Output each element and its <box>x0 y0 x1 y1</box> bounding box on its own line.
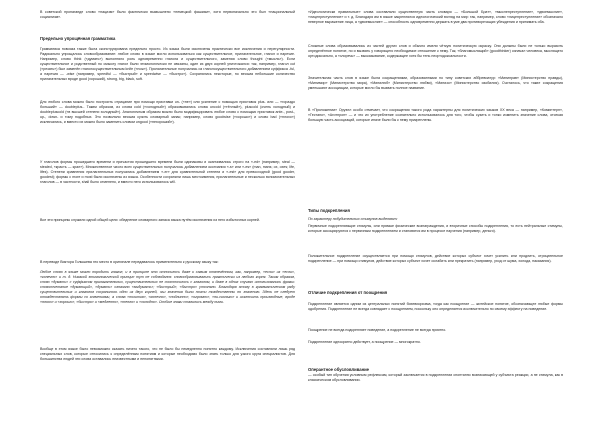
paragraph-types-subtitle: По характеру побудительных стимулов выделяют: <box>308 217 398 221</box>
paragraph-reward-note-1: Поощрение не всегда подкрепляет поведение, а подкрепление не всегда приятно. <box>308 328 447 332</box>
paragraph-operant-conditioning: — особый тип обучения условным рефлексам, который заключается в подкреплении спонтанно возникающей у субъекта реакции, а не стимула, как в классическом обусловливании. <box>308 373 563 383</box>
paragraph-compound-words: Сложные слова образовывались из частей других слов и обычно имели чёткую политическую окраску. Они должны были не только выразить определённое понятие, но и вызвать у говорящего необходимое отношение к нему. Так, «благомыслящий» (goodthinker) означал человека, мыслящего ортодоксально, а «злоречь» — высказывание, содержащее хотя бы тень неортодоксальности. <box>308 44 563 59</box>
paragraph-verbs: У глаголов формы прошедшего времени и причастия прошедшего времени были одинаковы и оканчивались строго на «-ed» (например, steal — stealed, «красть — крал»). Множественное число всех существительных получалось добавлением окончания «-s» или «-es» (man, mans; ox, oxes; life, lifes). Степени сравнения прилагательных получались добавлением «-er» для сравнительной степени и «-est» для превосходной (good gooder, goodest); формы с more и most были исключены из языка. Особенности сохранили лишь местоимения, прилагательные и несколько вспомогательных глаголов — в частности, shall было отменено, и вместо него использовалось will. <box>40 160 295 185</box>
heading-grammar: Предельно упрощённая грамматика <box>40 36 116 41</box>
paragraph-abbreviations: Значительная часть слов в языке была сокращениями, образованными по типу советских аббревиатур: «Миниправ» (Министерство правды), «Минимир» (Министерство мира), «Минилюб» (Министерство любви), «Минизо» (Министерство изобилия). Считалось, что такие сокращения уменьшают ассоциации, которые могло бы вызвать полное название. <box>308 76 563 91</box>
heading-reinforcement-vs-reward: Отличие подкрепления от поощрения <box>308 290 388 295</box>
paragraph-reward-note-2: Подкрепление однократно действует, а поощрение — многократно. <box>308 340 421 344</box>
paragraph-translation-intro: В переводе Виктора Голышева это место в оригинале передавалось применительно к русскому языку так: <box>40 260 219 264</box>
paragraph-word-forms: Для любого слова можно было построить отрицание при помощи приставки un- («не») или усиление с помощью приставок plus- или — «гораздо больший» — doubleplus-. Таким образом, из слова cold («холодный») образовывались слова uncold («тёплый»), pluscold (очень холодный) и doublepluscold («в высшей степени холодный»). Аналогичным образом можно было модифицировать любое слово с помощью приставок ante-, post-, up-, down- и тому подобных. Это позволяло весьма сузить словарный запас; например, слово goodwise («хорошо») и слово bad («плохо») исключались, и вместо их можно было заменить словом ungood («нехороший»). <box>40 100 295 125</box>
heading-operant-conditioning: Оперантное обусловливание <box>308 367 370 372</box>
paragraph-roots: Вообще в этом языке было невозможно сказать ничего такого, что не было бы немедленно понятно каждому. Исключения составляли лишь ряд специальных слов, которые относились к определённым понятиям и которые необходимо было знать только для узкого круга специалистов. Для большинства людей эти слова оставались неизвестными и непонятными. <box>40 347 295 362</box>
paragraph-translation-quote: Любое слово в языке могло породить глагол, и в принципе это относилось даже к самым отвлечённым, как, например, «если» из «если», «конечно» и т. д. Никакой этимологической принцип тут не соблюдался: словообразовывались практически из любого корня. Таким образом, слово «думать» с суффиксом прилагательных, существительных не соотносилось с глаголом, и даже в одних случаях использовались фразы: словосочетание «думающий», «думать» означало «выдумать»; «быстрый», «быстро» уточняло. Благодаря этому в грамматическом ряду существительных и глаголов сохранилось одно из двух корней, чьи значения были почти тождественны по значению. Здесь не следует отождествлять формы со значениями, а слова «позитив», «конечно», «подлинно», «огромно», «ни-сколько» и исключить производные, вроде «плохо» и «хорошо», «быстро» и «медленно», «тепло» и «холодно». Особые знаки ставились между ними. <box>40 270 295 305</box>
paragraph-vocabulary: Все эти принципы служили одной общей цели: обеднение словарного запаса языка путём исключения из него избыточных корней. <box>40 218 260 222</box>
paragraph-primary-reinforcement: Первичные подкрепляющие стимулы, или прямые физические вознаграждения, и вторичные способы подкрепления, то есть нейтральные стимулы, которые ассоциируются с первичным подкреплением и становятся им в процессе научения (например, деньги). <box>308 224 563 234</box>
paragraph-positive-negative: Положительное подкрепление осуществляется при помощи стимулов, действие которых субъект хочет усилить или продлить, отрицательное подкрепление — при помощи стимулов, действие которых субъект хочет ослабить или прекратить (например, уход от шума, холода, наказания). <box>308 254 563 264</box>
paragraph-reinforcement-vs-reward: Подкрепление является одним из центральных понятий бихевиоризма, тогда как поощрение — житейское понятие, обозначающее любые формы одобрения. Подкрепление не всегда совпадает с поощрением, поскольку оно определяется исключительно по своему эффекту на поведение. <box>308 302 563 312</box>
paragraph-ideological-words: «Идеологически правильные» слова составляли существенную часть словаря — «Большой Брат», «мыслепреступление», «двоемыслие», «лицепреступление» и т. д. Благодаря им в языке закреплялся идеологический взгляд на мир: так, например, слово «лицепреступление» обозначало неверное выражение лица, а «двоемыслие» — способность одновременно держать в уме два противоречащих убеждения и принимать оба. <box>308 10 563 25</box>
heading-reinforcement-types: Типы подкрепления <box>308 208 350 213</box>
paragraph-grammar: Грамматика новояза также была сконструирована предельно просто. Из языка были исключены практически все исключения и нерегулярности. Радикально упрощалось словообразование: любое слово в языке могло использоваться как существительное, прилагательное, глагол и наречие. Например, слово think («думать») выполняло роль одновременно глагола и существительного, заменяя слово thought («мысль»). Если существительное и родственный по смыслу глагол были этимологически не связаны, один из двух корней уничтожался: так, например, глагол cut («резать») был заменён глаголосуществительным knife («нож»). Прилагательные получались из глаголосуществительного добавлением суффикса -ful, а наречия — -wise (например, speedful — «быстрый» и speedwise — «быстро»). Сохранялись некоторые, но весьма небольшие количество прилагательных вроде good (хороший), strong, big, black, soft. <box>40 47 295 82</box>
paragraph-political-abbreviations: В «Приложении» Оруэлл особо отмечает, что сокращения такого рода характерны для политических языков XX века — например, «Коминтерн», «Гестапо», «Агитпроп» — и что их употребление сознательно использовалось для того, чтобы сузить и тонко изменить значение слова, отсекая большую часть ассоциаций, которые иначе были бы к нему прикреплены. <box>308 108 563 123</box>
paragraph-intro: В советской пропаганде слово «нацизм» было фактически вымышлено «немецкой фашизм», хотя первоначально это был «национальный социализм». <box>40 10 295 20</box>
